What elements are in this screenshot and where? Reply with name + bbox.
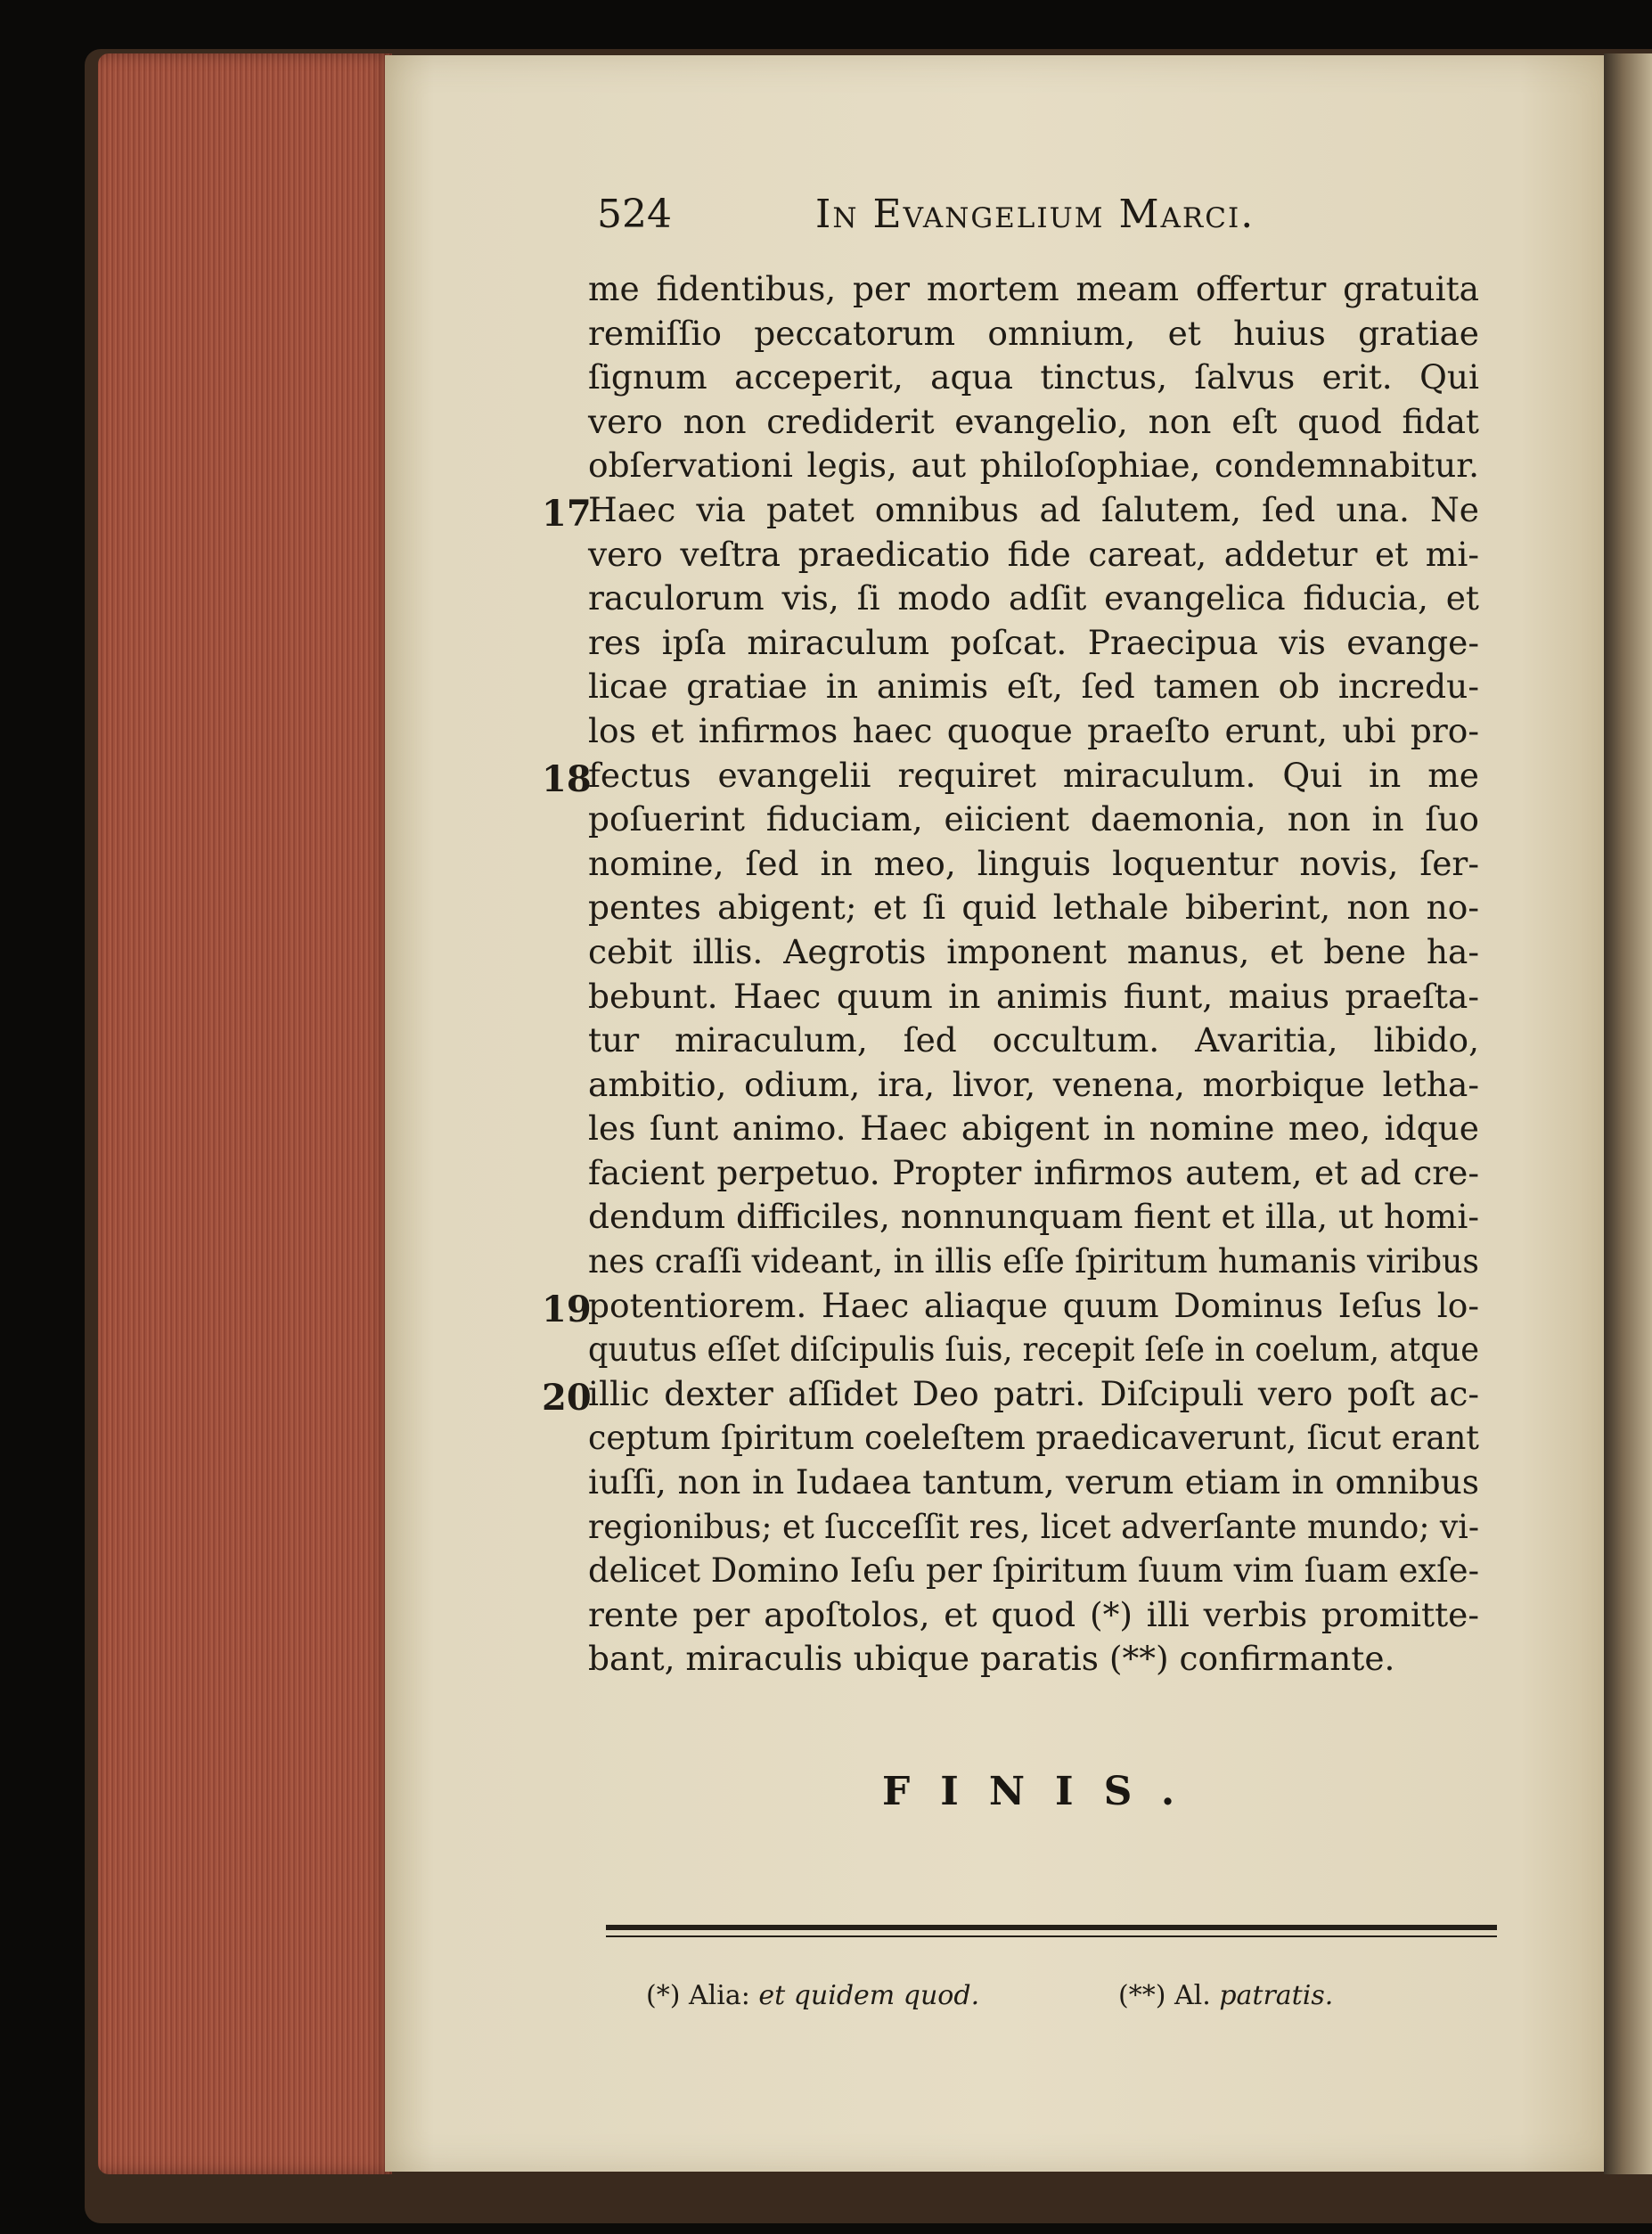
footnote-text: et quidem quod. <box>758 1980 980 2011</box>
line-text: ſignum acceperit, aqua tinctus, ſalvus erit. Qui <box>588 357 1479 397</box>
footnote-rule <box>606 1925 1497 1930</box>
text-line <box>542 1284 1479 1330</box>
verse-number: 18 <box>542 757 592 800</box>
line-text: rente per apoſtolos, et quod (*) illi verbis promitte- <box>588 1594 1479 1634</box>
text-line <box>588 975 1479 1019</box>
footnote-marker: (*) <box>646 1980 681 2011</box>
page-number: 524 <box>597 192 672 237</box>
running-head <box>597 183 1488 245</box>
footnote-rule-thin <box>606 1935 1497 1937</box>
footnote-label: Alia: <box>688 1980 750 2011</box>
text-line <box>588 621 1479 666</box>
text-line <box>588 1505 1479 1550</box>
line-text: nomine, ſed in meo, linguis loquentur novis, ſer- <box>588 843 1479 883</box>
line-text: licae gratiae in animis eſt, ſed tamen ob incredu- <box>588 667 1479 707</box>
text-line <box>588 1151 1479 1196</box>
text-line <box>542 1372 1479 1419</box>
book-gutter <box>1604 53 1652 2174</box>
verse-number: 20 <box>542 1376 592 1419</box>
body-text <box>542 267 1479 1682</box>
text-line <box>588 400 1479 445</box>
line-text: obſervationi legis, aut philoſophiae, condemnabitur. <box>588 446 1479 486</box>
text-line <box>588 798 1479 842</box>
verse-number: 19 <box>542 1288 592 1330</box>
text-line <box>588 886 1479 930</box>
text-line <box>588 1019 1479 1063</box>
text-line <box>588 1461 1479 1505</box>
text-line <box>588 356 1479 400</box>
text-line <box>588 577 1479 621</box>
line-text: potentiorem. Haec aliaque quum Dominus Ieſus lo- <box>588 1285 1479 1325</box>
line-text: ambitio, odium, ira, livor, venena, morbique letha- <box>588 1064 1479 1104</box>
text-line <box>588 1107 1479 1151</box>
line-text: dendum difficiles, nonnunquam fient et illa, ut homi- <box>588 1197 1479 1237</box>
text-line <box>588 665 1479 709</box>
line-text: Haec via patet omnibus ad ſalutem, ſed una. Ne <box>588 489 1479 529</box>
line-text: quutus eſſet diſcipulis ſuis, recepit ſeſe in coelum, atque <box>588 1330 1479 1370</box>
text-line <box>588 709 1479 754</box>
footnote-2 <box>1118 1980 1333 2011</box>
footnote-text: patratis. <box>1219 1980 1334 2011</box>
running-title: In Evangelium Marci. <box>815 192 1255 237</box>
footnote-1 <box>646 1980 979 2011</box>
line-text: facient perpetuo. Propter infirmos autem, et ad cre- <box>588 1152 1479 1192</box>
line-text: bebunt. Haec quum in animis fiunt, maius praeſta- <box>588 976 1479 1016</box>
line-text: nes craſſi videant, in illis eſſe ſpiritum humanis viribus <box>588 1241 1479 1281</box>
text-line <box>588 1637 1479 1682</box>
text-line <box>588 267 1479 312</box>
footnote-label: Al. <box>1174 1980 1211 2011</box>
text-line <box>542 754 1479 800</box>
line-text: illic dexter aſſidet Deo patri. Diſcipuli vero poſt ac- <box>588 1373 1479 1413</box>
line-text: me fidentibus, per mortem meam offertur gratuita <box>588 269 1479 308</box>
text-line <box>588 1549 1479 1593</box>
finis: FINIS. <box>882 1769 1206 1814</box>
line-text: bant, miraculis ubique paratis (**) confirmante. <box>588 1639 1395 1679</box>
line-text: res ipſa miraculum poſcat. Praecipua vis evange- <box>588 622 1479 662</box>
line-text: los et infirmos haec quoque praeſto erunt, ubi pro- <box>588 710 1479 750</box>
text-line <box>588 312 1479 356</box>
line-text: ceptum ſpiritum coeleſtem praedicaverunt, ſicut erant <box>588 1418 1479 1458</box>
text-line <box>542 488 1479 535</box>
page-edges <box>98 53 392 2174</box>
line-text: fectus evangelii requiret miraculum. Qui in me <box>588 755 1479 795</box>
text-line <box>588 533 1479 577</box>
text-line <box>588 1240 1479 1284</box>
footnote-marker: (**) <box>1118 1980 1166 2011</box>
line-text: pentes abigent; et ſi quid lethale biberint, non no- <box>588 888 1479 928</box>
line-text: tur miraculum, ſed occultum. Avaritia, libido, <box>588 1020 1479 1060</box>
line-text: vero veſtra praedicatio fide careat, addetur et mi- <box>588 534 1479 574</box>
line-text: cebit illis. Aegrotis imponent manus, et bene ha- <box>588 931 1479 971</box>
line-text: delicet Domino Ieſu per ſpiritum ſuum vim ſuam exſe- <box>588 1551 1479 1591</box>
text-line <box>588 1328 1479 1372</box>
footnotes <box>646 1980 1448 2025</box>
line-text: regionibus; et ſucceſſit res, licet adverſante mundo; vi- <box>588 1506 1479 1546</box>
text-line <box>588 1593 1479 1638</box>
line-text: les ſunt animo. Haec abigent in nomine meo, idque <box>588 1109 1479 1149</box>
line-text: vero non crediderit evangelio, non eſt quod fidat <box>588 401 1479 441</box>
text-line <box>588 444 1479 488</box>
text-line <box>588 1063 1479 1108</box>
line-text: raculorum vis, ſi modo adſit evangelica fiducia, et <box>588 578 1479 618</box>
verse-number: 17 <box>542 492 592 535</box>
text-line <box>588 1416 1479 1461</box>
text-line <box>588 1195 1479 1240</box>
line-text: iuſſi, non in Iudaea tantum, verum etiam in omnibus <box>588 1462 1479 1502</box>
line-text: poſuerint fiduciam, eiicient daemonia, non in ſuo <box>588 799 1479 839</box>
text-line <box>588 842 1479 887</box>
line-text: remiſſio peccatorum omnium, et huius gratiae <box>588 313 1479 353</box>
text-line <box>588 930 1479 975</box>
